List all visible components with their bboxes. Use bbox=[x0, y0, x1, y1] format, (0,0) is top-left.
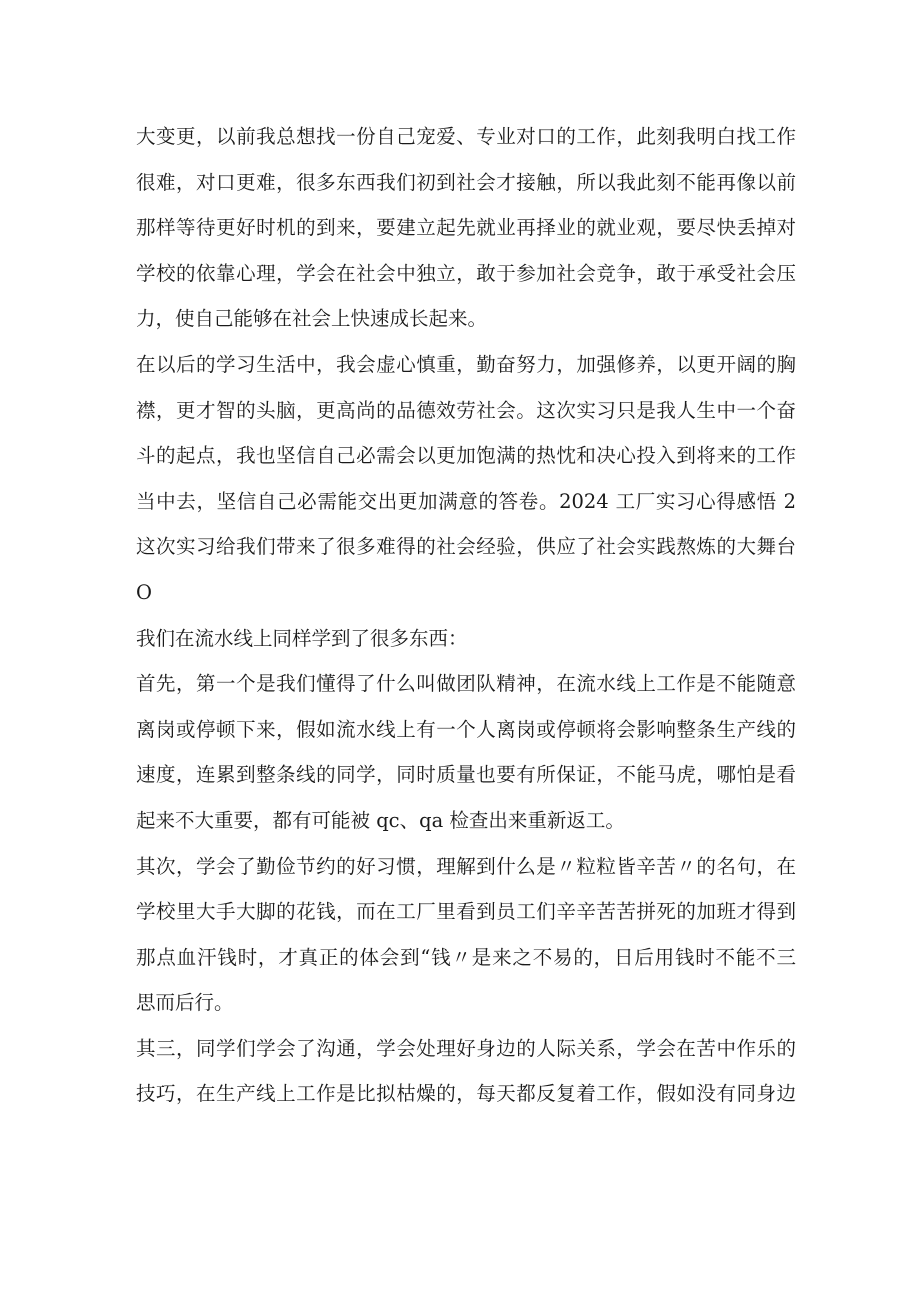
text-line: 那样等待更好时机的到来，要建立起先就业再择业的就业观，要尽快丢掉对 bbox=[136, 216, 796, 240]
text-line: 力，使自己能够在社会上快速成长起来。 bbox=[136, 307, 488, 331]
text-line: 那点血汗钱时，才真正的体会到“钱〃是来之不易的，日后用钱时不能不三 bbox=[136, 945, 796, 969]
document-body bbox=[136, 114, 796, 1117]
text-line: 学校的依靠心理，学会在社会中独立，敢于参加社会竞争，敢于承受社会压 bbox=[136, 261, 796, 285]
text-line: 很难，对口更难，很多东西我们初到社会才接触，所以我此刻不能再像以前 bbox=[136, 170, 796, 194]
text-line: 离岗或停顿下来，假如流水线上有一个人离岗或停顿将会影响整条生产线的 bbox=[136, 717, 796, 741]
text-line: 速度，连累到整条线的同学，同时质量也要有所保证，不能马虎，哪怕是看 bbox=[136, 763, 796, 787]
text-line: 这次实习给我们带来了很多难得的社会经验，供应了社会实践熬炼的大舞台 bbox=[136, 535, 796, 559]
text-line: 起来不大重要，都有可能被 qc、qa 检查出来重新返工。 bbox=[136, 808, 625, 832]
text-line: 学校里大手大脚的花钱，而在工厂里看到员工们辛辛苦苦拼死的加班才得到 bbox=[136, 900, 796, 924]
text-line: O bbox=[136, 580, 152, 604]
text-line: 技巧，在生产线上工作是比拟枯燥的，每天都反复着工作，假如没有同身边 bbox=[136, 1082, 796, 1106]
text-line: 斗的起点，我也坚信自己必需会以更加饱满的热忱和决心投入到将来的工作 bbox=[136, 444, 796, 468]
text-line: 在以后的学习生活中，我会虚心慎重，勤奋努力，加强修养，以更开阔的胸 bbox=[136, 352, 796, 376]
text-line: 其三，同学们学会了沟通，学会处理好身边的人际关系，学会在苦中作乐的 bbox=[136, 1036, 796, 1060]
text-line: 首先，第一个是我们懂得了什么叫做团队精神，在流水线上工作是不能随意 bbox=[136, 672, 796, 696]
text-line: 思而后行。 bbox=[136, 991, 234, 1015]
text-line: 襟，更才智的头脑，更高尚的品德效劳社会。这次实习只是我人生中一个奋 bbox=[136, 398, 796, 422]
text-line: 大变更，以前我总想找一份自己宠爱、专业对口的工作，此刻我明白找工作 bbox=[136, 125, 796, 148]
text-line: 当中去，坚信自己必需能交出更加满意的答卷。2024 工厂实习心得感悟 2 bbox=[136, 489, 796, 513]
text-line: 其次，学会了勤俭节约的好习惯，理解到什么是〃粒粒皆辛苦〃的名句，在 bbox=[136, 854, 796, 878]
text-line: 我们在流水线上同样学到了很多东西： bbox=[136, 626, 468, 650]
